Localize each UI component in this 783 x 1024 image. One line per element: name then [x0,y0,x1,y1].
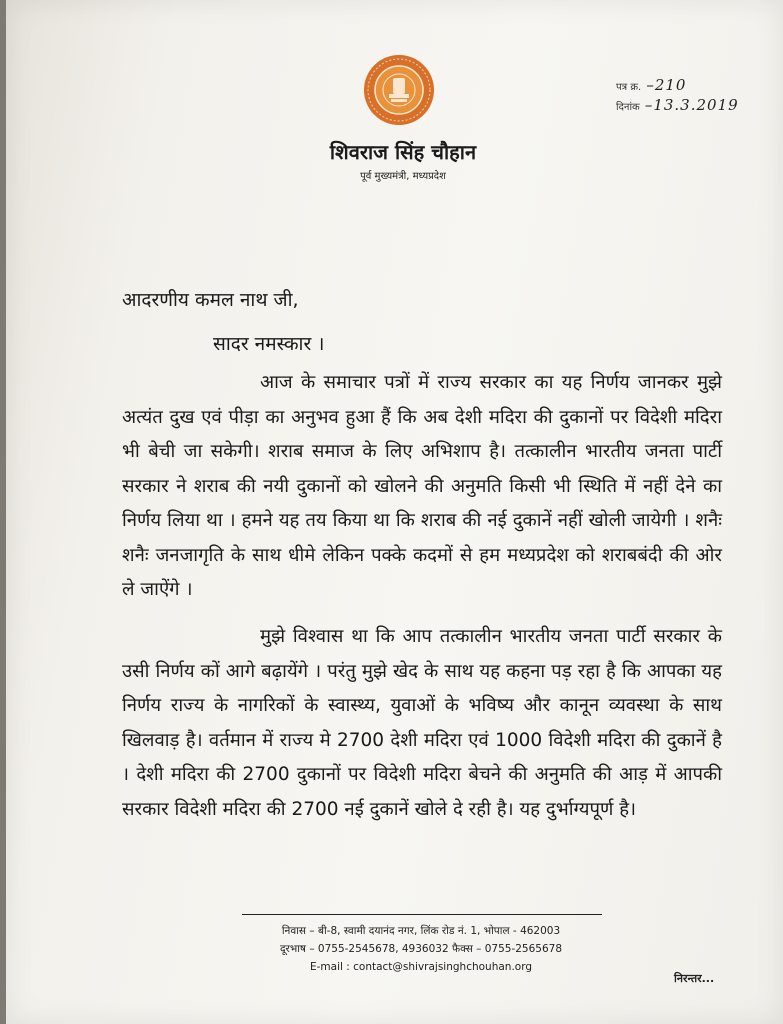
footer-address: निवास – बी-8, स्वामी दयानंद नगर, लिंक रोड नं. 1, भोपाल - 462003 [281,925,561,937]
footer-contact [206,922,636,976]
sender-designation: पूर्व मुख्यमंत्री, मध्यप्रदेश [360,171,446,182]
letter-date-label: दिनांक [616,102,640,113]
sender-name: शिवराज सिंह चौहान [329,140,477,164]
salutation: आदरणीय कमल नाथ जी, [122,289,299,311]
body-paragraph-2: मुझे विश्वास था कि आप तत्कालीन भारतीय जनता पार्टी सरकार के उसी निर्णय कों आगे बढ़ायेंगे । परंतु मुझे खेद के साथ यह कहना पड़ रहा है कि आपका यह निर्णय राज्य के नागरिकों के स्वास्थ्य, युवाओं के भविष्य और कानून व्यवस्था के साथ खिलवाड़ है। वर्तमान में राज्य मे 2700 देशी मदिरा एवं 1000 विदेशी मदिरा की दुकानें है । देशी मदिरा की 2700 दुकानों पर विदेशी मदिरा बेचने की अनुमति की आड़ में आपकी सरकार विदेशी मदिरा की 2700 नई दुकानें खोले दे रही है। यह दुर्भाग्यपूर्ण है। [122,626,722,820]
body-paragraph-1: आज के समाचार पत्रों में राज्य सरकार का यह निर्णय जानकर मुझे अत्यंत दुख एवं पीड़ा का अनुभव हुआ हैं कि अब देशी मदिरा की दुकानों पर विदेशी मदिरा भी बेची जा सकेगी। शराब समाज के लिए अभिशाप है। तत्कालीन भारतीय जनता पार्टी सरकार ने शराब की नयी दुकानों को खोलने की अनुमति किसी भी स्थिति में नहीं देने का निर्णय लिया था । हमने यह तय किया था कि शराब की नई दुकानें नहीं खोली जायेगी । शनैः शनैः जनजागृति के साथ धीमे लेकिन पक्के कदमों से हम मध्यप्रदेश को शराबबंदी की ओर ले जाऐंगे । [122,372,722,600]
continued-marker: निरन्तर... [674,972,715,985]
mp-government-emblem-icon [363,54,435,126]
footer-email: E-mail : contact@shivrajsinghchouhan.org [309,961,533,973]
footer-phone: दूरभाष – 0755-2545678, 4936032 फैक्स – 0755-2565678 [279,943,563,955]
reference-number-label: पत्र क्र. [616,82,642,93]
letter-date-row [616,96,739,116]
letter-page [6,0,783,1024]
footer-divider [242,914,602,915]
reference-block [616,76,739,116]
reference-number: –210 [646,76,687,94]
greeting: सादर नमस्कार । [213,333,325,355]
letter-date: –13.3.2019 [644,96,739,114]
reference-number-row [616,76,739,96]
